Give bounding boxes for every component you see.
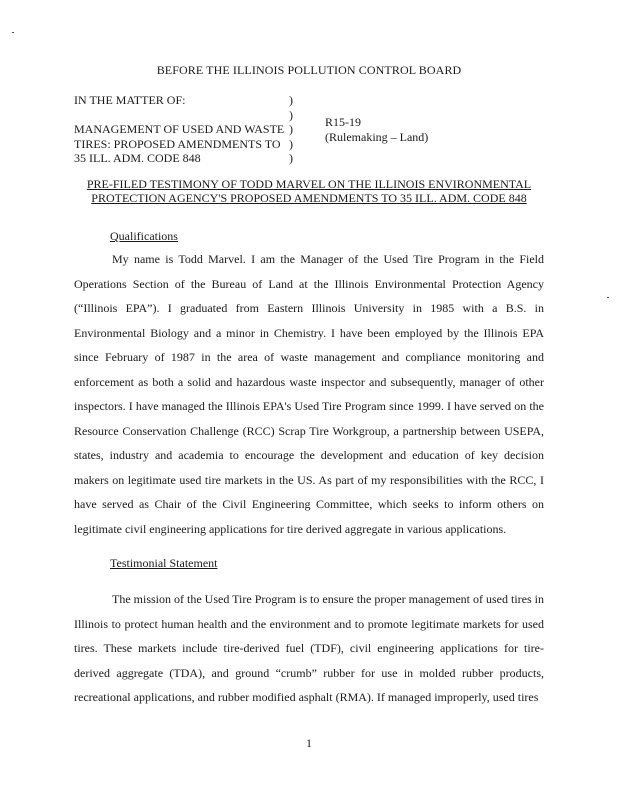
scan-speck <box>12 32 14 33</box>
caption-paren: ) <box>289 151 293 166</box>
caption-paren: ) <box>289 136 293 151</box>
caption-line: IN THE MATTER OF: <box>74 93 186 107</box>
caption-paren: ) <box>289 107 293 122</box>
caption-parens <box>289 93 293 166</box>
caption-line: 35 ILL. ADM. CODE 848 <box>74 151 201 166</box>
caption-left <box>74 93 284 166</box>
paragraph: My name is Todd Marvel. I am the Manager of the Used Tire Program in the Field Operations Section of the Bureau of Land at the Illinois Environmental Protection Agency (“Illinois EPA”). I graduated from Eastern Illinois University in 1985 with a B.S. in Environmental Biology and a minor in Chemistry. I have been employed by the Illinois EPA since February of 1987 in the area of waste management and compliance monitoring and enforcement as both a solid and hazardous waste inspector and subsequently, manager of other inspectors. I have managed the Illinois EPA's Used Tire Program since 1999. I have served on the Resource Conservation Challenge (RCC) Scrap Tire Workgroup, a partnership between USEPA, states, industry and academia to encourage the development and education of key decision makers on legitimate used tire markets in the US. As part of my responsibilities with the RCC, I have served as Chair of the Civil Engineering Committee, which seeks to inform others on legitimate civil engineering applications for tire derived aggregate in various applications. <box>74 252 544 536</box>
testimony-title-line: PRE-FILED TESTIMONY OF TODD MARVEL ON THE ILLINOIS ENVIRONMENTAL <box>86 177 532 191</box>
paragraph: The mission of the Used Tire Program is to ensure the proper management of used tires in Illinois to protect human health and the environment and to promote legitimate markets for used tires. These markets include tire-derived fuel (TDF), civil engineering applications for tire-derived aggregate (TDA), and ground “crumb” rubber for use in molded rubber products, recreational applications, and rubber modified asphalt (RMA). If managed improperly, used tires <box>74 592 544 704</box>
qualifications-body <box>74 247 544 541</box>
caption-line: MANAGEMENT OF USED AND WASTE <box>74 122 285 137</box>
caption-line <box>74 108 284 123</box>
testimony-title <box>74 177 544 205</box>
testimonial-heading: Testimonial Statement <box>110 556 218 570</box>
caption-line: TIRES: PROPOSED AMENDMENTS TO <box>74 136 281 151</box>
qualifications-heading: Qualifications <box>110 229 178 243</box>
docket-number: R15-19 <box>325 115 361 129</box>
testimony-title-line: PROTECTION AGENCY'S PROPOSED AMENDMENTS TO 35 ILL. ADM. CODE 848 <box>91 191 527 205</box>
docket-note: (Rulemaking – Land) <box>325 130 429 144</box>
caption-paren: ) <box>289 122 293 137</box>
testimonial-body <box>74 587 544 710</box>
board-title: BEFORE THE ILLINOIS POLLUTION CONTROL BOARD <box>156 63 462 77</box>
page-number: 1 <box>306 736 312 750</box>
scan-speck <box>607 297 609 298</box>
caption-paren: ) <box>289 93 293 107</box>
